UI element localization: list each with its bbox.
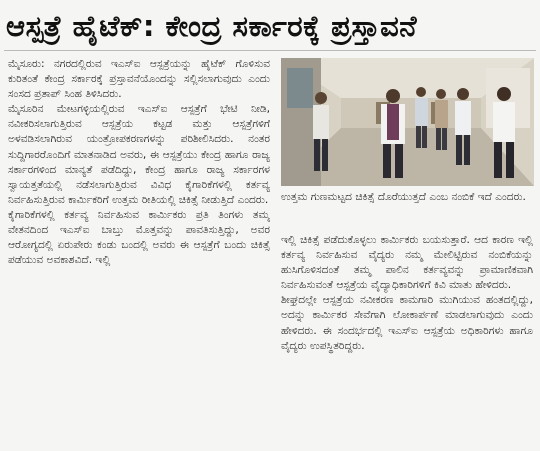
article-right-column <box>281 233 533 443</box>
article-paragraph: ಮೈಸೂರು: ನಗರದಲ್ಲಿರುವ ಇಎಸ್‌ಐ ಆಸ್ಪತ್ರೆಯನ್ನು ಹೈಟೆಕ್ ಗೊಳಿಸುವ ಕುರಿತಂತೆ ಕೇಂದ್ರ ಸರ್ಕಾರಕ್ಕೆ ಪ್ರಸ್ತಾವನೆಯೊಂದನ್ನು ಸಲ್ಲಿಸಲಾಗುವುದು ಎಂದು ಸಂಸದ ಪ್ರತಾಪ್ ಸಿಂಹ ತಿಳಿಸಿದರು. <box>8 58 270 101</box>
hospital-corridor-photo <box>281 58 534 186</box>
article-paragraph: ಉತ್ತಮ ಗುಣಮಟ್ಟದ ಚಿಕಿತ್ಸೆ ದೊರೆಯುತ್ತದೆ ಎಂಬ ನಂಬಿಕೆ ಇದೆ ಎಂದರು. <box>281 191 526 203</box>
article-right-caption-continuation <box>281 190 533 230</box>
article-paragraph: ಶೀಘ್ರದಲ್ಲೇ ಆಸ್ಪತ್ರೆಯ ನವೀಕರಣ ಕಾಮಗಾರಿ ಮುಗಿಯುವ ಹಂತದಲ್ಲಿದ್ದು, ಅದನ್ನು ಕಾರ್ಮಿಕರ ಸೇವೆಗಾಗಿ ಲೋಕಾರ್ಪಣೆ ಮಾಡಲಾಗುವುದು ಎಂದು ಹೇಳಿದರು. ಈ ಸಂದರ್ಭದಲ್ಲಿ ಇಎಸ್‌ಐ ಆಸ್ಪತ್ರೆಯ ಅಧಿಕಾರಿಗಳು ಹಾಗೂ ವೈದ್ಯರು ಉಪಸ್ಥಿತರಿದ್ದರು. <box>281 294 533 352</box>
article-left-column <box>8 57 270 447</box>
headline: ಆಸ್ಪತ್ರೆ ಹೈಟೆಕ್: ಕೇಂದ್ರ ಸರ್ಕಾರಕ್ಕೆ ಪ್ರಸ್ತಾವನೆ <box>6 9 418 43</box>
news-photo <box>281 58 534 186</box>
article-paragraph: ಕೈಗಾರಿಕೆಗಳಲ್ಲಿ ಕರ್ತವ್ಯ ನಿರ್ವಹಿಸುವ ಕಾರ್ಮಿಕರು ಪ್ರತಿ ತಿಂಗಳು ತಮ್ಮ ವೇತನದಿಂದ ಇಎಸ್‌ಐ ಬಾಬ್ತು ಮೊತ್ತವನ್ನು ಪಾವತಿಸುತ್ತಿದ್ದು, ಅವರ ಆರೋಗ್ಯದಲ್ಲಿ ಏರುಪೇರು ಕಂಡು ಬಂದಲ್ಲಿ ಅವರು ಈ ಆಸ್ಪತ್ರೆಗೆ ಬಂದು ಚಿಕಿತ್ಸೆ ಪಡೆಯುವ ಅವಕಾಶವಿದೆ. ಇಲ್ಲಿ <box>8 208 270 267</box>
article-paragraph: ಮೈಸೂರಿನ ಮೇಟಗಳ್ಳಿಯಲ್ಲಿರುವ ಇಎಸ್‌ಐ ಆಸ್ಪತ್ರೆಗೆ ಭೇಟಿ ನೀಡಿ, ನವೀಕರಿಸಲಾಗುತ್ತಿರುವ ಆಸ್ಪತ್ರೆಯ ಕಟ್ಟಡ ಮತ್ತು ಆಸ್ಪತ್ರೆಗಳಿಗೆ ಅಳವಡಿಸಲಾಗಿರುವ ಯಂತ್ರೋಪಕರಣಗಳನ್ನು ಪರಿಶೀಲಿಸಿದರು. ನಂತರ ಸುದ್ದಿಗಾರರೊಂದಿಗೆ ಮಾತನಾಡಿದ ಅವರು, ಈ ಆಸ್ಪತ್ರೆಯು ಕೇಂದ್ರ ಹಾಗೂ ರಾಜ್ಯ ಸರ್ಕಾರಗಳಿಂದ ಮಾನ್ಯತೆ ಪಡೆದಿದ್ದು, ಕೇಂದ್ರ ಹಾಗೂ ರಾಜ್ಯ ಸರ್ಕಾರಗಳ ಸ್ವಾಯತ್ತತೆಯಲ್ಲಿ ನಡೆಸಲಾಗುತ್ತಿರುವ ವಿವಿಧ ಕೈಗಾರಿಕೆಗಳಲ್ಲಿ ಕರ್ತವ್ಯ ನಿರ್ವಹಿಸುತ್ತಿರುವ ಕಾರ್ಮಿಕರಿಗೆ ಉತ್ತಮ ರೀತಿಯಲ್ಲಿ ಚಿಕಿತ್ಸೆ ನೀಡುತ್ತಿದೆ ಎಂದರು. <box>8 103 270 206</box>
headline-divider <box>4 50 536 51</box>
article-paragraph: ಇಲ್ಲಿ ಚಿಕಿತ್ಸೆ ಪಡೆದುಕೊಳ್ಳಲು ಕಾರ್ಮಿಕರು ಬಯಸುತ್ತಾರೆ. ಆದ ಕಾರಣ ಇಲ್ಲಿ ಕರ್ತವ್ಯ ನಿರ್ವಹಿಸುವ ವೈದ್ಯರು ನಮ್ಮ ಮೇಲಿಟ್ಟಿರುವ ನಂಬಿಕೆಯನ್ನು ಹುಸಿಗೊಳಿಸದಂತೆ ತಮ್ಮ ಪಾಲಿನ ಕರ್ತವ್ಯವನ್ನು ಪ್ರಾಮಾಣಿಕವಾಗಿ ನಿರ್ವಹಿಸುವಂತೆ ಆಸ್ಪತ್ರೆಯ ವೈದ್ಯಾಧಿಕಾರಿಗಳಿಗೆ ಕಿವಿ ಮಾತು ಹೇಳಿದರು. <box>281 234 533 292</box>
